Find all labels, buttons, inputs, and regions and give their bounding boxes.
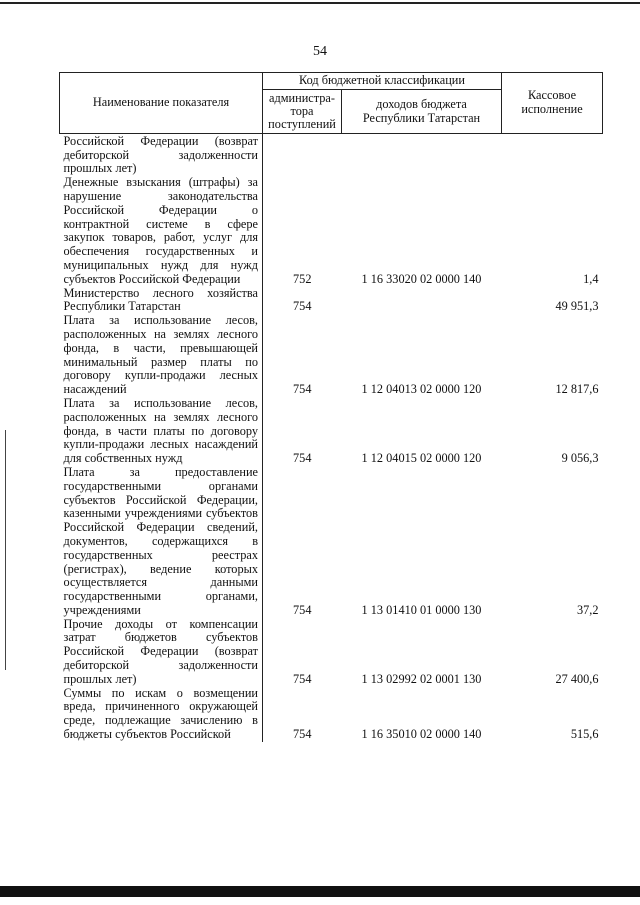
row-cash-value: 27 400,6: [555, 671, 599, 686]
row-indicator-name: Прочие доходы от компенсации затрат бюджетов субъектов Российской Федерации (возврат дебиторской задолженности прошлых лет): [60, 618, 263, 687]
row-revenue-code: 1 16 35010 02 0000 140: [361, 727, 482, 742]
row-revenue-code: [342, 287, 502, 315]
scan-top-rule: [0, 2, 640, 4]
row-cash-value: 12 817,6: [555, 382, 599, 397]
table-row: [60, 287, 603, 315]
row-revenue-code: [342, 133, 502, 176]
row-admin-code: 752: [293, 271, 312, 286]
row-indicator-name: Плата за использование лесов, расположенных на землях лесного фонда, в части платы по договору купли-продажи лесных насаждений для собственных нужд: [60, 397, 263, 466]
row-revenue-code: 1 12 04013 02 0000 120: [361, 382, 482, 397]
row-indicator-name: Плата за предоставление государственными органами субъектов Российской Федерации, казенными учреждениями субъектов Российской Федерации сведений, документов, содержащихся в государственных реестрах (регистрах), ведение которых осуществляется данными государственными органами, учреждениями: [60, 466, 263, 618]
row-admin-code: 754: [293, 299, 312, 314]
row-revenue-code: 1 13 02992 02 0001 130: [361, 671, 482, 686]
row-revenue-code: 1 16 33020 02 0000 140: [361, 271, 482, 286]
header-indicator-name: Наименование показателя: [60, 73, 263, 134]
header-cash-execution: Кассовое исполнение: [502, 73, 603, 134]
row-cash-value: 1,4: [583, 271, 599, 286]
page-number: 54: [313, 44, 327, 59]
table-row: [60, 466, 603, 618]
row-admin-code: 754: [293, 671, 312, 686]
table-row: [60, 687, 603, 742]
row-cash-value: 37,2: [576, 602, 599, 617]
budget-table: [59, 72, 603, 742]
row-indicator-name: Денежные взыскания (штрафы) за нарушение законодательства Российской Федерации о контрактной системе в сфере закупок товаров, работ, услуг для обеспечения государственных и муниципальных нужд для нужд субъектов Российской Федерации: [60, 176, 263, 286]
row-revenue-code: 1 13 01410 01 0000 130: [361, 602, 482, 617]
row-indicator-name: Министерство лесного хозяйства Республики Татарстан: [60, 287, 263, 315]
header-budget-revenue-code: доходов бюджета Республики Татарстан: [342, 89, 502, 133]
row-indicator-name: Суммы по искам о возмещении вреда, причиненного окружающей среде, подлежащие зачислению в бюджеты субъектов Российской: [60, 687, 263, 742]
table-body: [60, 133, 603, 742]
row-admin-code: 754: [293, 727, 312, 742]
header-classification-code: Код бюджетной классификации: [263, 73, 502, 90]
row-admin-code: [263, 133, 342, 176]
row-cash-value: 49 951,3: [555, 299, 599, 314]
table-row: [60, 397, 603, 466]
table-row: [60, 314, 603, 397]
table-row: [60, 176, 603, 286]
row-indicator-name: Российской Федерации (возврат дебиторской задолженности прошлых лет): [60, 133, 263, 176]
scan-edge-mark: [5, 430, 6, 670]
scan-bottom-bar: [0, 886, 640, 897]
table-row: [60, 618, 603, 687]
row-cash-value: 515,6: [570, 727, 599, 742]
row-indicator-name: Плата за использование лесов, расположенных на землях лесного фонда, в части, превышающей минимальный размер платы по договору купли-продажи лесных насаждений: [60, 314, 263, 397]
row-admin-code: 754: [293, 602, 312, 617]
row-revenue-code: 1 12 04015 02 0000 120: [361, 451, 482, 466]
table-row: [60, 133, 603, 176]
row-cash-value: [502, 133, 603, 176]
row-cash-value: 9 056,3: [561, 451, 599, 466]
header-revenue-administrator: администра- тора поступлений: [263, 89, 342, 133]
row-admin-code: 754: [293, 451, 312, 466]
row-admin-code: 754: [293, 382, 312, 397]
table-header: [60, 73, 603, 134]
